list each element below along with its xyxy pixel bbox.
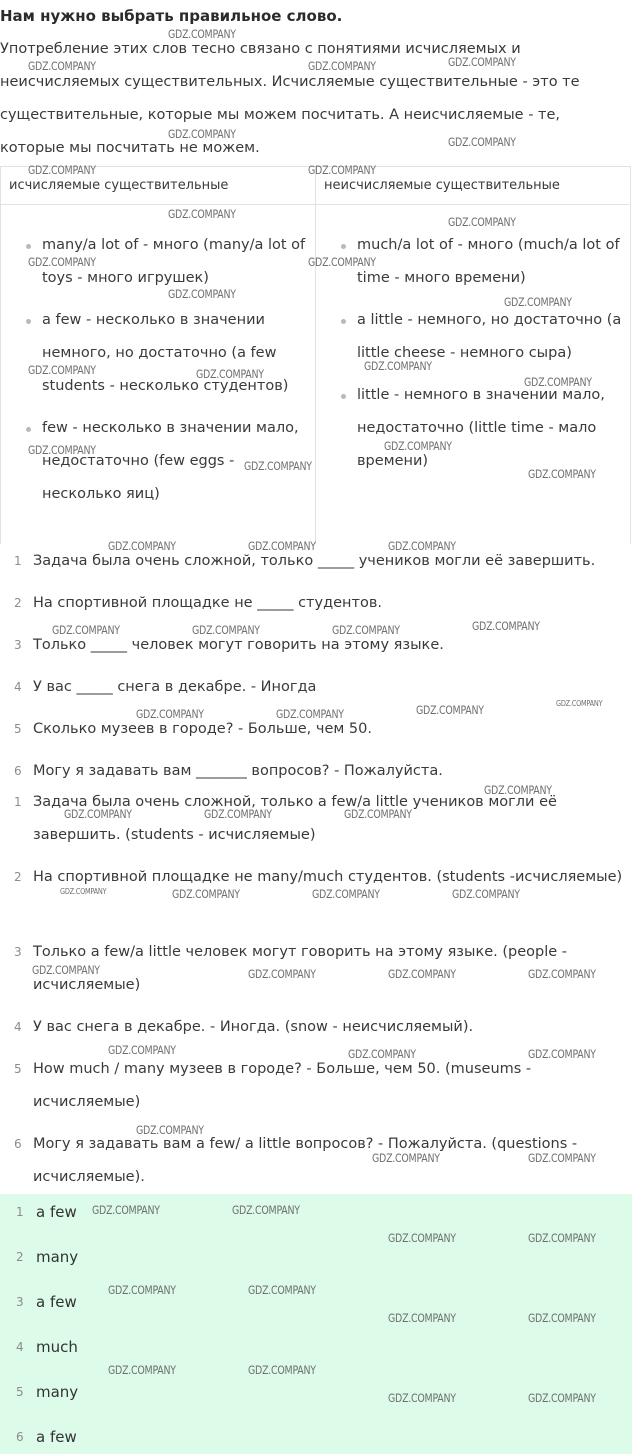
question-text: У вас _____ снега в декабре. - Иногда: [33, 679, 317, 695]
list-item: much/a lot of - много (much/a lot of time - много времени): [316, 229, 630, 295]
watermark: GDZ.COMPANY: [168, 287, 236, 301]
watermark: GDZ.COMPANY: [528, 467, 596, 481]
answer-value: a few: [36, 1293, 77, 1311]
watermark: GDZ.COMPANY: [388, 1231, 456, 1245]
watermark: GDZ.COMPANY: [524, 375, 592, 389]
question-list: [0, 545, 632, 797]
watermark: GDZ.COMPANY: [448, 135, 516, 149]
explanation-text: Задача была очень сложной, только a few/a little учеников могли её завершить. (students - исчисляемые): [33, 794, 557, 843]
item-number: 1: [14, 554, 22, 568]
item-number: 4: [14, 1020, 22, 1034]
answer-value: much: [36, 1338, 78, 1356]
list-item: little - немного в значении мало, недостаточно (little time - мало времени): [316, 379, 630, 478]
watermark: GDZ.COMPANY: [448, 215, 516, 229]
item-number: 5: [14, 1062, 22, 1076]
item-number: 6: [16, 1430, 24, 1444]
explanation-item: [0, 1053, 632, 1128]
watermark: GDZ.COMPANY: [108, 1283, 176, 1297]
watermark: GDZ.COMPANY: [28, 363, 96, 377]
watermark: GDZ.COMPANY: [168, 127, 236, 141]
watermark: GDZ.COMPANY: [528, 1151, 596, 1165]
watermark: GDZ.COMPANY: [448, 55, 516, 69]
item-number: 1: [14, 795, 22, 809]
question-text: Задача была очень сложной, только _____ учеников могли её завершить.: [33, 553, 596, 569]
watermark: GDZ.COMPANY: [196, 367, 264, 381]
watermark: GDZ.COMPANY: [60, 887, 107, 896]
explanation-text: У вас снега в декабре. - Иногда. (snow - неисчисляемый).: [33, 1019, 474, 1035]
watermark: GDZ.COMPANY: [472, 619, 540, 633]
countable-header: исчисляемые существительные: [1, 167, 315, 205]
watermark: GDZ.COMPANY: [528, 1391, 596, 1405]
watermark: GDZ.COMPANY: [248, 539, 316, 553]
watermark: GDZ.COMPANY: [248, 1283, 316, 1297]
watermark: GDZ.COMPANY: [244, 459, 312, 473]
watermark: GDZ.COMPANY: [32, 963, 100, 977]
watermark: GDZ.COMPANY: [192, 623, 260, 637]
answer-value: a few: [36, 1203, 77, 1221]
watermark: GDZ.COMPANY: [344, 807, 412, 821]
watermark: GDZ.COMPANY: [528, 1311, 596, 1325]
item-number: 2: [16, 1250, 24, 1264]
item-number: 2: [14, 596, 22, 610]
watermark: GDZ.COMPANY: [232, 1203, 300, 1217]
watermark: GDZ.COMPANY: [388, 539, 456, 553]
watermark: GDZ.COMPANY: [136, 707, 204, 721]
answer-value: many: [36, 1383, 79, 1401]
watermark: GDZ.COMPANY: [28, 443, 96, 457]
watermark: GDZ.COMPANY: [528, 1231, 596, 1245]
watermark: GDZ.COMPANY: [108, 1363, 176, 1377]
watermark: GDZ.COMPANY: [168, 27, 236, 41]
watermark: GDZ.COMPANY: [528, 967, 596, 981]
item-number: 3: [16, 1295, 24, 1309]
watermark: GDZ.COMPANY: [484, 783, 552, 797]
answer-value: many: [36, 1248, 79, 1266]
watermark: GDZ.COMPANY: [388, 1391, 456, 1405]
question-text: Могу я задавать вам _______ вопросов? - Пожалуйста.: [33, 763, 443, 779]
answer-item: [0, 1422, 632, 1452]
watermark: GDZ.COMPANY: [108, 1043, 176, 1057]
watermark: GDZ.COMPANY: [92, 1203, 160, 1217]
item-number: 4: [14, 680, 22, 694]
watermark: GDZ.COMPANY: [388, 967, 456, 981]
watermark: GDZ.COMPANY: [556, 699, 603, 708]
watermark: GDZ.COMPANY: [388, 1311, 456, 1325]
explanation-item: [0, 786, 632, 861]
watermark: GDZ.COMPANY: [28, 163, 96, 177]
question-text: На спортивной площадке не _____ студентов.: [33, 595, 382, 611]
watermark: GDZ.COMPANY: [504, 295, 572, 309]
countable-column: [1, 167, 316, 544]
item-number: 3: [14, 945, 22, 959]
item-number: 5: [16, 1385, 24, 1399]
rules-table: [0, 166, 631, 544]
question-text: Только _____ человек могут говорить на этому языке.: [33, 637, 444, 653]
watermark: GDZ.COMPANY: [168, 207, 236, 221]
list-item: many/a lot of - много (many/a lot of toys - много игрушек): [1, 229, 315, 295]
watermark: GDZ.COMPANY: [308, 59, 376, 73]
explanation-text: Только a few/a little человек могут говорить на этому языке. (people - исчисляемые): [33, 944, 567, 993]
item-number: 6: [14, 1137, 22, 1151]
watermark: GDZ.COMPANY: [276, 707, 344, 721]
explanation-list: [0, 786, 632, 1194]
watermark: GDZ.COMPANY: [28, 255, 96, 269]
watermark: GDZ.COMPANY: [372, 1151, 440, 1165]
answer-value: a few: [36, 1428, 77, 1446]
watermark: GDZ.COMPANY: [28, 59, 96, 73]
item-number: 5: [14, 722, 22, 736]
watermark: GDZ.COMPANY: [308, 163, 376, 177]
explanation-text: How much / many музеев в городе? - Больше, чем 50. (museums - исчисляемые): [33, 1061, 532, 1110]
watermark: GDZ.COMPANY: [248, 1363, 316, 1377]
watermark: GDZ.COMPANY: [348, 1047, 416, 1061]
list-item: a few - несколько в значении немного, но достаточно (a few students - несколько студентов): [1, 304, 315, 403]
item-number: 1: [16, 1205, 24, 1219]
item-number: 2: [14, 870, 22, 884]
item-number: 3: [14, 638, 22, 652]
watermark: GDZ.COMPANY: [136, 1123, 204, 1137]
item-number: 4: [16, 1340, 24, 1354]
answer-item: [0, 1332, 632, 1362]
watermark: GDZ.COMPANY: [52, 623, 120, 637]
watermark: GDZ.COMPANY: [308, 255, 376, 269]
watermark: GDZ.COMPANY: [64, 807, 132, 821]
watermark: GDZ.COMPANY: [204, 807, 272, 821]
intro-paragraph: Употребление этих слов тесно связано с понятиями исчисляемых и неисчисляемых существительных. Исчисляемые существительные - это те существительные, которые мы можем посчитать. А неисчисляемые - те, которые мы посчитать не можем.: [0, 41, 580, 156]
question-text: Сколько музеев в городе? - Больше, чем 50.: [33, 721, 372, 737]
item-number: 6: [14, 764, 22, 778]
watermark: GDZ.COMPANY: [364, 359, 432, 373]
watermark: GDZ.COMPANY: [332, 623, 400, 637]
answer-item: [0, 1242, 632, 1272]
watermark: GDZ.COMPANY: [108, 539, 176, 553]
watermark: GDZ.COMPANY: [528, 1047, 596, 1061]
list-item: few - несколько в значении мало, недостаточно (few eggs - несколько яиц): [1, 412, 315, 511]
explanation-text: Могу я задавать вам a few/ a little вопросов? - Пожалуйста. (questions - исчисляемые).: [33, 1136, 578, 1185]
watermark: GDZ.COMPANY: [384, 439, 452, 453]
watermark: GDZ.COMPANY: [416, 703, 484, 717]
list-item: a little - немного, но достаточно (a little cheese - немного сыра): [316, 304, 630, 370]
explanation-text: На спортивной площадке не many/much студентов. (students -исчисляемые): [33, 869, 623, 885]
watermark: GDZ.COMPANY: [248, 967, 316, 981]
watermark: GDZ.COMPANY: [312, 887, 380, 901]
watermark: GDZ.COMPANY: [172, 887, 240, 901]
watermark: GDZ.COMPANY: [452, 887, 520, 901]
uncountable-header: неисчисляемые существительные: [316, 167, 630, 205]
task-heading: Нам нужно выбрать правильное слово.: [0, 7, 343, 25]
